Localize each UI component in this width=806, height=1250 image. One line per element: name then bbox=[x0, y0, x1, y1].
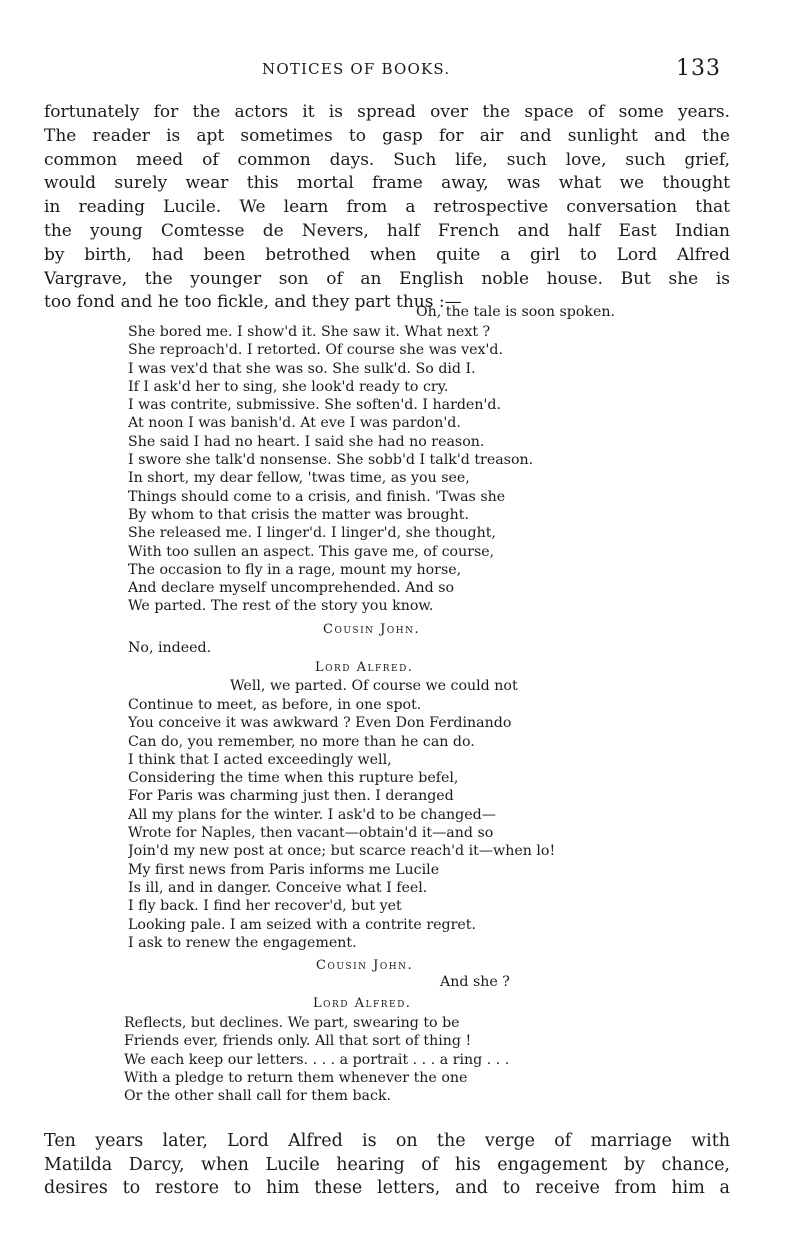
paragraph-line: fortunately for the actors it is spread over the space of some years. bbox=[44, 102, 730, 122]
verse-block-1 bbox=[128, 323, 533, 616]
paragraph-line: desires to restore to him these letters, and to receive from him a bbox=[44, 1178, 730, 1198]
paragraph-line: in reading Lucile. We learn from a retrospective conversation that bbox=[44, 197, 730, 218]
paragraph-line: Matilda Darcy, when Lucile hearing of his engagement by chance, bbox=[44, 1154, 730, 1175]
verse-line: She said I had no heart. I said she had no reason. bbox=[128, 433, 485, 450]
verse-line: For Paris was charming just then. I deranged bbox=[128, 788, 454, 805]
verse-line: If I ask'd her to sing, she look'd ready to cry. bbox=[128, 378, 449, 395]
paragraph-line: The reader is apt sometimes to gasp for air and sunlight and the bbox=[44, 125, 730, 146]
verse-line: She reproach'd. I retorted. Of course she was vex'd. bbox=[128, 342, 504, 359]
verse-line: Friends ever, friends only. All that sort of thing ! bbox=[124, 1033, 472, 1050]
verse-line: By whom to that crisis the matter was brought. bbox=[128, 506, 469, 523]
speaker-cousin-john: Cousin John. bbox=[323, 622, 421, 637]
verse-line: She bored me. I show'd it. She saw it. What next ? bbox=[128, 324, 491, 340]
verse-line: I ask to renew the engagement. bbox=[128, 934, 357, 951]
verse-line: Is ill, and in danger. Conceive what I feel. bbox=[128, 879, 428, 896]
verse-line: The occasion to fly in a rage, mount my horse, bbox=[128, 561, 462, 578]
verse-line: You conceive it was awkward ? Even Don Ferdinando bbox=[128, 715, 512, 732]
verse-line: We each keep our letters. . . . a portrait . . . a ring . . . bbox=[124, 1051, 510, 1068]
running-title: NOTICES OF BOOKS. bbox=[262, 60, 451, 78]
verse-opening-line: Oh, the tale is soon spoken. bbox=[416, 304, 616, 320]
verse-block-2 bbox=[128, 696, 555, 952]
page-number: 133 bbox=[676, 56, 721, 81]
verse-line: I was vex'd that she was so. She sulk'd. So did I. bbox=[128, 360, 476, 377]
verse-block-3 bbox=[124, 1014, 509, 1105]
verse-line: In short, my dear fellow, 'twas time, as you see, bbox=[128, 470, 470, 487]
verse-line: Continue to meet, as before, in one spot. bbox=[128, 697, 422, 713]
verse-line: With too sullen an aspect. This gave me, of course, bbox=[128, 543, 495, 560]
verse-line: I was contrite, submissive. She soften'd. I harden'd. bbox=[128, 397, 501, 414]
speaker-lord-alfred: Lord Alfred. bbox=[313, 996, 412, 1011]
verse-line: I swore she talk'd nonsense. She sobb'd I talk'd treason. bbox=[128, 452, 534, 469]
paragraph-line: by birth, had been betrothed when quite a girl to Lord Alfred bbox=[44, 244, 730, 265]
paragraph-line: would surely wear this mortal frame away, was what we thought bbox=[44, 173, 730, 194]
verse-line: At noon I was banish'd. At eve I was pardon'd. bbox=[128, 415, 461, 432]
paragraph-line: the young Comtesse de Nevers, half French and half East Indian bbox=[44, 220, 730, 241]
verse-line: We parted. The rest of the story you know. bbox=[128, 598, 434, 615]
verse-line: Things should come to a crisis, and finish. 'Twas she bbox=[128, 488, 506, 505]
verse-line: Wrote for Naples, then vacant—obtain'd it—and so bbox=[128, 825, 494, 842]
closing-paragraph bbox=[44, 1130, 730, 1201]
intro-paragraph bbox=[44, 101, 730, 315]
verse-line: My first news from Paris informs me Lucile bbox=[128, 861, 440, 878]
reply-line: No, indeed. bbox=[128, 640, 212, 656]
verse-line: She released me. I linger'd. I linger'd, she thought, bbox=[128, 525, 496, 542]
speaker-lord-alfred: Lord Alfred. bbox=[315, 660, 414, 675]
verse-line: I fly back. I find her recover'd, but yet bbox=[128, 898, 402, 915]
paragraph-line: Vargrave, the younger son of an English noble house. But she is bbox=[44, 268, 730, 289]
verse-line: Considering the time when this rupture befel, bbox=[128, 770, 459, 787]
paragraph-line: too fond and he too fickle, and they part thus :— bbox=[44, 292, 462, 313]
reply-line: And she ? bbox=[440, 974, 510, 990]
paragraph-line: Ten years later, Lord Alfred is on the verge of marriage with bbox=[44, 1131, 730, 1151]
verse-line: Reflects, but declines. We part, swearing to be bbox=[124, 1015, 460, 1031]
verse-line: With a pledge to return them whenever the one bbox=[124, 1069, 468, 1086]
paragraph-line: common meed of common days. Such life, such love, such grief, bbox=[44, 149, 730, 170]
verse-line: I think that I acted exceedingly well, bbox=[128, 751, 392, 768]
speaker-cousin-john: Cousin John. bbox=[316, 958, 414, 973]
verse-line: Looking pale. I am seized with a contrite regret. bbox=[128, 916, 476, 933]
verse-line: Join'd my new post at once; but scarce reach'd it—when lo! bbox=[128, 843, 556, 860]
verse-line: All my plans for the winter. I ask'd to be changed— bbox=[128, 806, 496, 823]
verse-opening-line: Well, we parted. Of course we could not bbox=[230, 678, 518, 694]
verse-line: Can do, you remember, no more than he can do. bbox=[128, 733, 475, 750]
running-head bbox=[0, 56, 806, 86]
verse-line: Or the other shall call for them back. bbox=[124, 1088, 392, 1105]
verse-line: And declare myself uncomprehended. And so bbox=[128, 580, 455, 597]
